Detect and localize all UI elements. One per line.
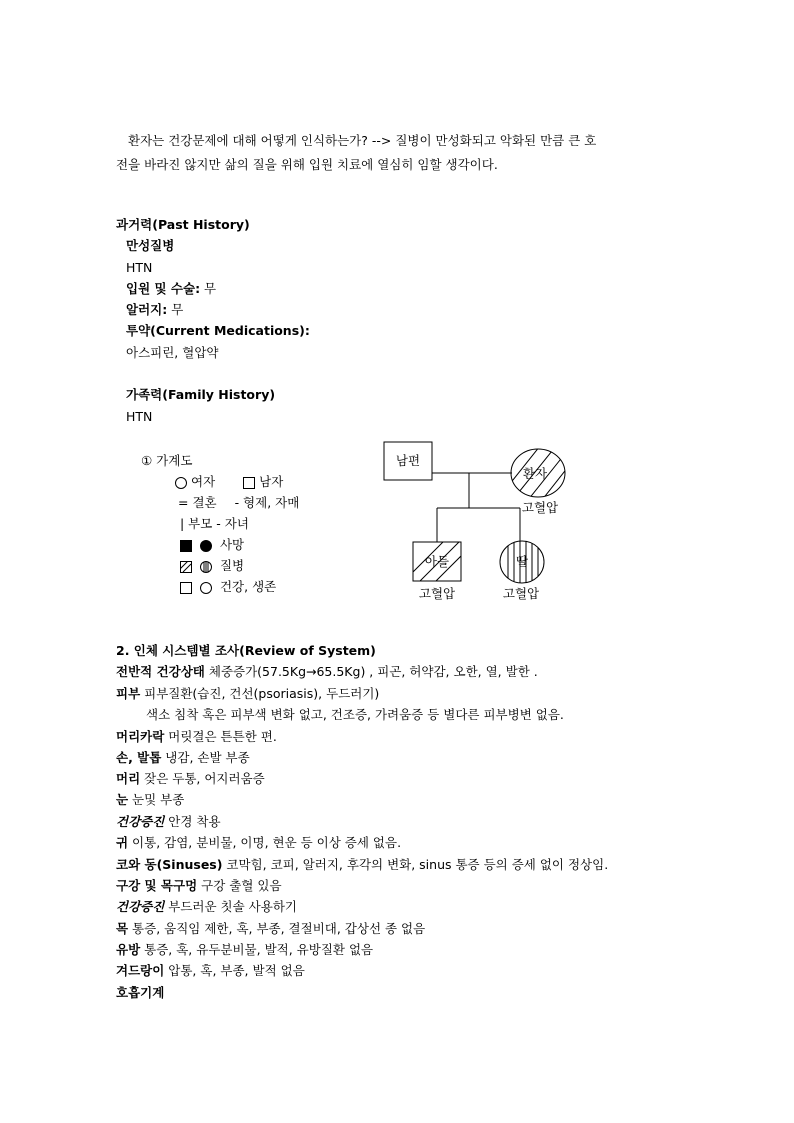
perception-line-2: 전을 바라진 않지만 삶의 질을 위해 입원 치료에 열심히 임할 생각이다. [116, 157, 498, 172]
ros-general [116, 664, 538, 680]
ros-axilla-label: 겨드랑이 [116, 963, 165, 978]
ros-neck-value: 통증, 움직임 제한, 혹, 부종, 결절비대, 갑상선 종 없음 [128, 921, 426, 936]
perception-line-1: 환자는 건강문제에 대해 어떻게 인식하는가? --> 질병이 만성화되고 악화된 만큼 큰 호 [128, 133, 597, 148]
ros-neck-label: 목 [116, 921, 129, 936]
ros-skin-detail: 색소 침착 혹은 피부색 변화 없고, 건조증, 가려움증 등 별다른 피부병변 없음. [146, 707, 564, 722]
husband-label: 남편 [395, 453, 421, 468]
son-note: 고혈압 [418, 586, 456, 601]
ros-ear-label: 귀 [116, 835, 129, 850]
legend-parent-child: | 부모 - 자녀 [180, 516, 249, 531]
ros-head [116, 771, 265, 787]
past-history-title: 과거력(Past History) [116, 217, 250, 232]
ros-respiratory-label: 호흡기계 [116, 985, 165, 1000]
allergy-label: 알러지: [126, 302, 168, 317]
ros-hands-label: 손, 발톱 [116, 750, 162, 765]
genogram-title: ① 가계도 [141, 453, 193, 468]
ros-eye-health-label: 건강증진 [116, 814, 165, 829]
ros-axilla [116, 963, 305, 979]
family-history-value: HTN [126, 409, 153, 424]
ros-eye [116, 792, 184, 808]
legend-disease: 질병 [219, 558, 245, 573]
chronic-disease-value: HTN [126, 260, 153, 275]
ros-breast-label: 유방 [116, 942, 141, 957]
ros-hands [116, 750, 250, 766]
ros-skin-label: 피부 [116, 686, 141, 701]
family-history-title: 가족력(Family History) [126, 387, 276, 402]
ros-breast-value: 통증, 혹, 유두분비물, 발적, 유방질환 없음 [140, 942, 374, 957]
legend-deceased: 사망 [219, 537, 245, 552]
ros-general-label: 전반적 건강상태 [116, 664, 205, 679]
ros-mouth [116, 878, 282, 894]
ros-hair [116, 729, 277, 745]
ros-mouth-value: 구강 출혈 있음 [197, 878, 282, 893]
ros-nose [116, 857, 608, 873]
ros-skin [116, 686, 379, 702]
chronic-disease-label: 만성질병 [126, 238, 175, 253]
surgery-label: 입원 및 수술: [126, 281, 201, 296]
ros-hair-value: 머릿결은 튼튼한 편. [164, 729, 277, 744]
ros-nose-value: 코막힘, 코피, 알러지, 후각의 변화, sinus 통증 등의 증세 없이 정상임. [222, 857, 609, 872]
ros-title: 2. 인체 시스템별 조사(Review of System) [116, 643, 376, 658]
ros-skin-value: 피부질환(습진, 건선(psoriasis), 두드러기) [140, 686, 380, 701]
ros-ear-value: 이통, 감염, 분비물, 이명, 현운 등 이상 증세 없음. [128, 835, 402, 850]
daughter-note: 고혈압 [502, 586, 540, 601]
ros-hands-value: 냉감, 손발 부종 [161, 750, 250, 765]
ros-mouth-health-label: 건강증진 [116, 899, 165, 914]
legend-male: 남자 [259, 474, 284, 489]
ros-eye-health [116, 814, 221, 830]
medication-value: 아스피린, 혈압약 [126, 345, 219, 360]
legend-female: 여자 [191, 474, 216, 489]
ros-eye-label: 눈 [116, 792, 129, 807]
ros-eye-health-value: 안경 착용 [164, 814, 221, 829]
ros-mouth-label: 구강 및 목구멍 [116, 878, 198, 893]
ros-axilla-value: 압통, 혹, 부종, 발적 없음 [164, 963, 305, 978]
daughter-label: 딸 [515, 554, 529, 569]
ros-neck [116, 921, 425, 937]
legend-alive: 건강, 생존 [219, 579, 277, 594]
ros-breast [116, 942, 373, 958]
ros-ear [116, 835, 401, 851]
ros-head-label: 머리 [116, 771, 141, 786]
ros-mouth-health [116, 899, 297, 915]
ros-hair-label: 머리카락 [116, 729, 165, 744]
son-label: 아들 [424, 554, 450, 569]
ros-head-value: 잦은 두통, 어지러움증 [140, 771, 265, 786]
surgery-value: 무 [200, 281, 217, 296]
allergy-value: 무 [167, 302, 184, 317]
legend-marriage: = 결혼 [178, 495, 217, 510]
legend-sibling: - 형제, 자매 [234, 495, 300, 510]
patient-note: 고혈압 [521, 500, 559, 515]
ros-nose-label: 코와 동(Sinuses) [116, 857, 223, 872]
patient-label: 환자 [522, 466, 548, 481]
medication-label: 투약(Current Medications): [126, 323, 310, 338]
ros-mouth-health-value: 부드러운 칫솔 사용하기 [164, 899, 297, 914]
ros-general-value: 체중증가(57.5Kg→65.5Kg) , 피곤, 허약감, 오한, 열, 발한 . [204, 664, 538, 679]
ros-eye-value: 눈및 부종 [128, 792, 185, 807]
